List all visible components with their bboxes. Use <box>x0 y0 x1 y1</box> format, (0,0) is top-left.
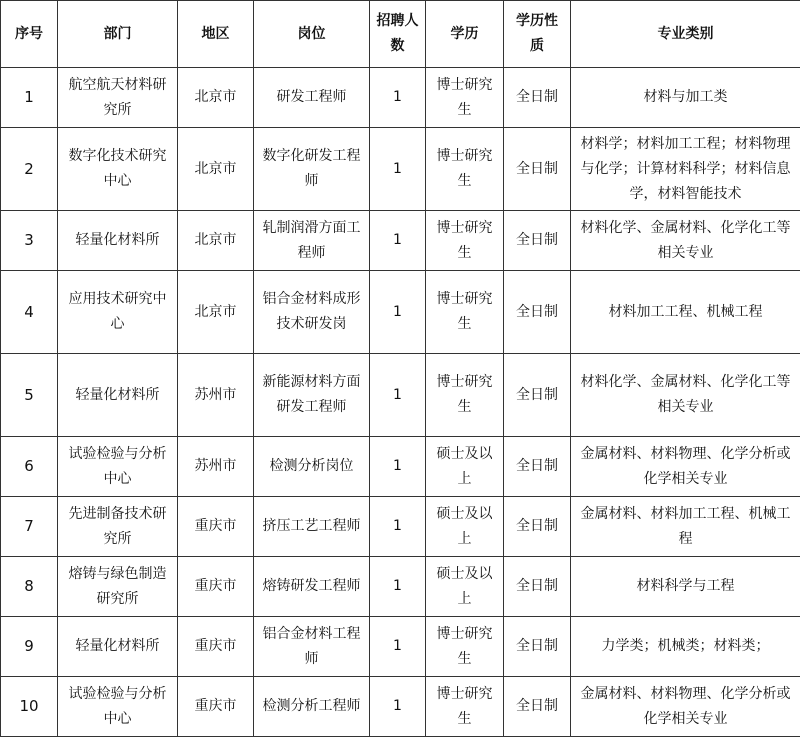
header-cell: 学历性质 <box>504 1 571 68</box>
header-cell: 学历 <box>426 1 504 68</box>
headcount-cell: 1 <box>370 211 426 271</box>
position-cell: 数字化研发工程师 <box>254 128 370 211</box>
table-row <box>1 617 800 677</box>
major-cell: 材料加工工程、机械工程 <box>571 271 800 354</box>
position-cell: 挤压工艺工程师 <box>254 497 370 557</box>
row-index: 7 <box>1 497 58 557</box>
position-cell: 轧制润滑方面工程师 <box>254 211 370 271</box>
study-type-cell: 全日制 <box>504 68 571 128</box>
department-cell: 轻量化材料所 <box>58 617 178 677</box>
headcount-cell: 1 <box>370 497 426 557</box>
row-index: 5 <box>1 354 58 437</box>
header-cell: 地区 <box>178 1 254 68</box>
region-cell: 北京市 <box>178 68 254 128</box>
region-cell: 重庆市 <box>178 497 254 557</box>
study-type-cell: 全日制 <box>504 354 571 437</box>
study-type-cell: 全日制 <box>504 677 571 737</box>
major-cell: 材料化学、金属材料、化学化工等相关专业 <box>571 211 800 271</box>
position-cell: 熔铸研发工程师 <box>254 557 370 617</box>
major-cell: 金属材料、材料物理、化学分析或化学相关专业 <box>571 437 800 497</box>
position-cell: 检测分析岗位 <box>254 437 370 497</box>
headcount-cell: 1 <box>370 354 426 437</box>
education-cell: 硕士及以上 <box>426 497 504 557</box>
table-row <box>1 211 800 271</box>
major-cell: 金属材料、材料物理、化学分析或化学相关专业 <box>571 677 800 737</box>
row-index: 4 <box>1 271 58 354</box>
major-cell: 材料化学、金属材料、化学化工等相关专业 <box>571 354 800 437</box>
region-cell: 北京市 <box>178 271 254 354</box>
position-cell: 铝合金材料成形技术研发岗 <box>254 271 370 354</box>
header-row <box>1 1 800 68</box>
position-cell: 新能源材料方面研发工程师 <box>254 354 370 437</box>
headcount-cell: 1 <box>370 617 426 677</box>
header-cell: 序号 <box>1 1 58 68</box>
region-cell: 北京市 <box>178 211 254 271</box>
region-cell: 苏州市 <box>178 437 254 497</box>
major-cell: 金属材料、材料加工工程、机械工程 <box>571 497 800 557</box>
education-cell: 博士研究生 <box>426 211 504 271</box>
position-cell: 铝合金材料工程师 <box>254 617 370 677</box>
major-cell: 材料与加工类 <box>571 68 800 128</box>
department-cell: 先进制备技术研究所 <box>58 497 178 557</box>
study-type-cell: 全日制 <box>504 271 571 354</box>
header-cell: 专业类别 <box>571 1 800 68</box>
table-row <box>1 68 800 128</box>
education-cell: 博士研究生 <box>426 128 504 211</box>
major-cell: 力学类；机械类；材料类； <box>571 617 800 677</box>
headcount-cell: 1 <box>370 437 426 497</box>
row-index: 6 <box>1 437 58 497</box>
department-cell: 轻量化材料所 <box>58 211 178 271</box>
region-cell: 重庆市 <box>178 617 254 677</box>
major-cell: 材料学；材料加工工程；材料物理与化学；计算材料科学；材料信息学，材料智能技术 <box>571 128 800 211</box>
headcount-cell: 1 <box>370 677 426 737</box>
study-type-cell: 全日制 <box>504 557 571 617</box>
header-cell: 岗位 <box>254 1 370 68</box>
table-row <box>1 497 800 557</box>
table-row <box>1 677 800 737</box>
header-cell: 部门 <box>58 1 178 68</box>
headcount-cell: 1 <box>370 271 426 354</box>
position-cell: 研发工程师 <box>254 68 370 128</box>
education-cell: 博士研究生 <box>426 271 504 354</box>
department-cell: 试验检验与分析中心 <box>58 677 178 737</box>
headcount-cell: 1 <box>370 557 426 617</box>
study-type-cell: 全日制 <box>504 497 571 557</box>
table-row <box>1 557 800 617</box>
major-cell: 材料科学与工程 <box>571 557 800 617</box>
row-index: 10 <box>1 677 58 737</box>
study-type-cell: 全日制 <box>504 128 571 211</box>
region-cell: 重庆市 <box>178 557 254 617</box>
education-cell: 博士研究生 <box>426 617 504 677</box>
education-cell: 博士研究生 <box>426 354 504 437</box>
study-type-cell: 全日制 <box>504 211 571 271</box>
department-cell: 应用技术研究中心 <box>58 271 178 354</box>
headcount-cell: 1 <box>370 68 426 128</box>
department-cell: 轻量化材料所 <box>58 354 178 437</box>
headcount-cell: 1 <box>370 128 426 211</box>
table-row <box>1 354 800 437</box>
department-cell: 航空航天材料研究所 <box>58 68 178 128</box>
region-cell: 重庆市 <box>178 677 254 737</box>
table-row <box>1 128 800 211</box>
study-type-cell: 全日制 <box>504 437 571 497</box>
department-cell: 试验检验与分析中心 <box>58 437 178 497</box>
department-cell: 数字化技术研究中心 <box>58 128 178 211</box>
education-cell: 硕士及以上 <box>426 557 504 617</box>
row-index: 1 <box>1 68 58 128</box>
education-cell: 硕士及以上 <box>426 437 504 497</box>
row-index: 9 <box>1 617 58 677</box>
header-cell: 招聘人数 <box>370 1 426 68</box>
region-cell: 苏州市 <box>178 354 254 437</box>
department-cell: 熔铸与绿色制造研究所 <box>58 557 178 617</box>
region-cell: 北京市 <box>178 128 254 211</box>
table-row <box>1 437 800 497</box>
position-cell: 检测分析工程师 <box>254 677 370 737</box>
row-index: 8 <box>1 557 58 617</box>
study-type-cell: 全日制 <box>504 617 571 677</box>
education-cell: 博士研究生 <box>426 677 504 737</box>
table-row <box>1 271 800 354</box>
row-index: 2 <box>1 128 58 211</box>
education-cell: 博士研究生 <box>426 68 504 128</box>
row-index: 3 <box>1 211 58 271</box>
